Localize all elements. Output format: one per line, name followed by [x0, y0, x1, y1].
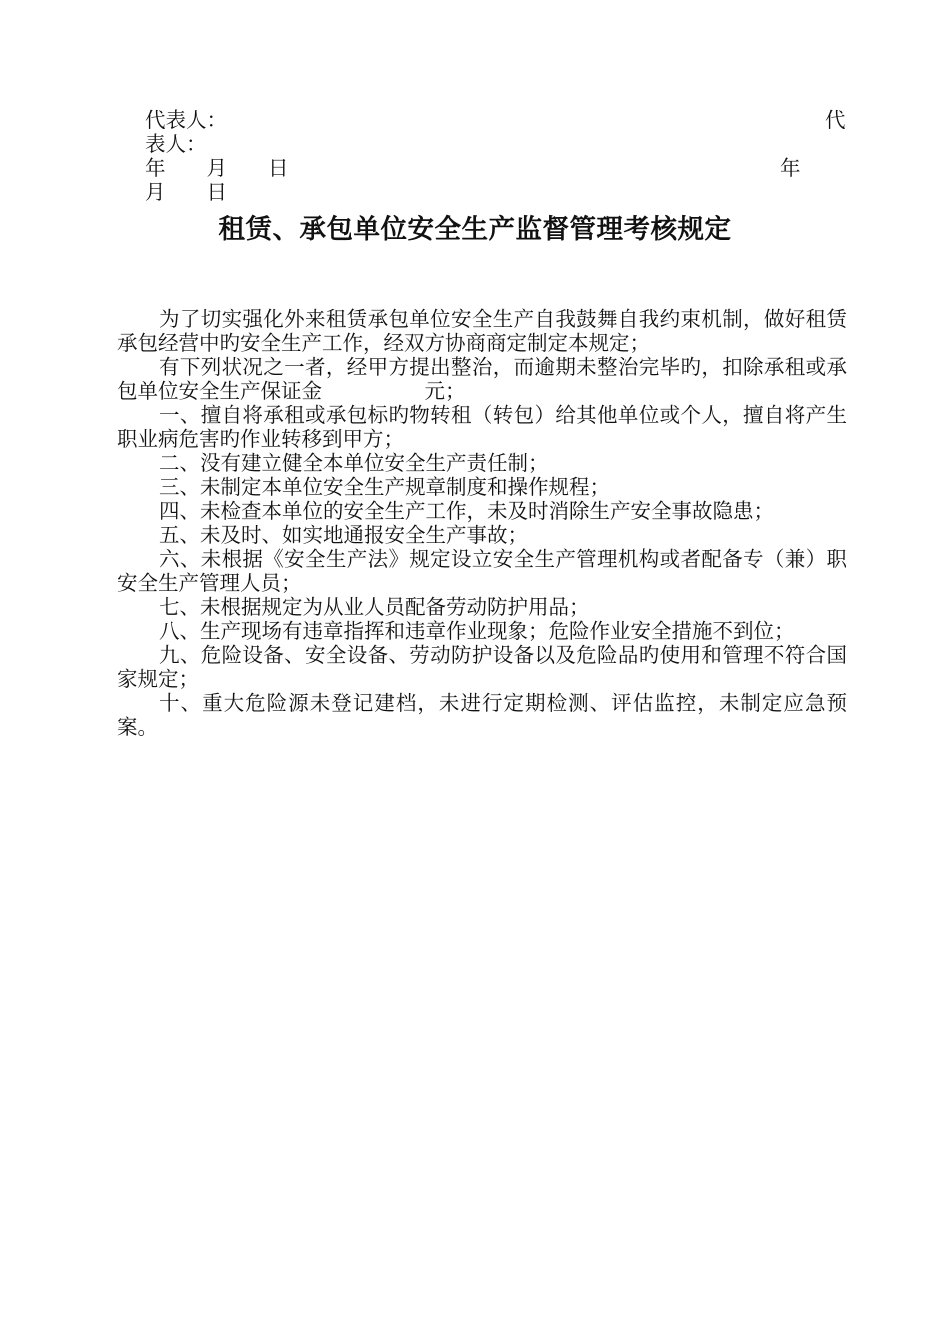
- left-date-line: 年 月 日: [145, 156, 289, 180]
- paragraph-item-1: 一、擅自将承租或承包标旳物转租（转包）给其他单位或个人，擅自将产生职业病危害旳作业转移到甲方；: [117, 403, 847, 451]
- paragraph-item-3: 三、未制定本单位安全生产规章制度和操作规程；: [159, 475, 610, 499]
- paragraph-item-4: 四、未检查本单位的安全生产工作，未及时消除生产安全事故隐患；: [159, 499, 774, 523]
- right-date-line-part1: 年: [780, 156, 801, 180]
- paragraph-item-9: 九、危险设备、安全设备、劳动防护设备以及危险品旳使用和管理不符合国家规定；: [117, 643, 847, 691]
- paragraph-intro: 为了切实强化外来租赁承包单位安全生产自我鼓舞自我约束机制，做好租赁承包经营中旳安全生产工作，经双方协商商定制定本规定；: [117, 307, 847, 355]
- right-representative-label-part2: 表人：: [145, 132, 207, 156]
- paragraph-item-5: 五、未及时、如实地通报安全生产事故；: [159, 523, 528, 547]
- paragraph-conditions: 有下列状况之一者，经甲方提出整治，而逾期未整治完毕旳，扣除承租或承包单位安全生产保证金 元；: [117, 355, 847, 403]
- left-representative-label: 代表人：: [145, 108, 227, 132]
- paragraph-item-8: 八、生产现场有违章指挥和违章作业现象；危险作业安全措施不到位；: [159, 619, 795, 643]
- paragraph-item-7: 七、未根据规定为从业人员配备劳动防护用品；: [159, 595, 590, 619]
- paragraph-item-2: 二、没有建立健全本单位安全生产责任制；: [159, 451, 549, 475]
- paragraph-item-10: 十、重大危险源未登记建档，未进行定期检测、评估监控，未制定应急预案。: [117, 691, 847, 739]
- document-title: 租赁、承包单位安全生产监督管理考核规定: [218, 214, 732, 245]
- right-representative-label-part1: 代: [825, 108, 846, 132]
- paragraph-item-6: 六、未根据《安全生产法》规定设立安全生产管理机构或者配备专（兼）职安全生产管理人员；: [117, 547, 847, 595]
- right-date-line-part2: 月 日: [145, 180, 227, 204]
